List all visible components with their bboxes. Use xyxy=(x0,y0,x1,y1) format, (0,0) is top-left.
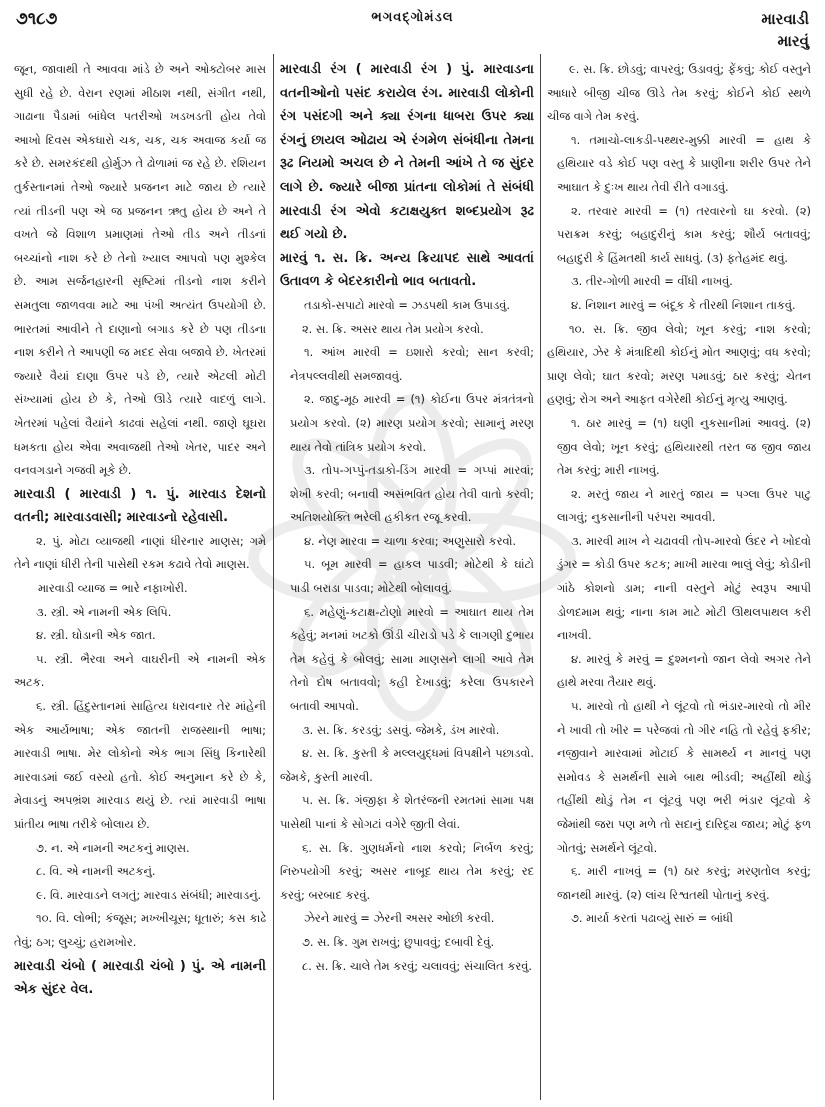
phrase-entry: ૪. નેણ મારવા = ચાળા કરવા; અણુસારો કરવો. xyxy=(304,533,517,548)
sense-entry: ૯. વિ. મારવાડને લગતું; મારવાડ સંબંધી; મારવાડનું. xyxy=(36,887,262,902)
headword-entry: મારવાડી ( મારવાડી ) ૧. પું. મારવાડ દેશનો વતની; મારવાડવાસી; મારવાડનો રહેવાસી. xyxy=(14,486,266,526)
phrase-entry: ૫. મારવો તો હાથી ને લૂંટવો તો ભંડાર-મારવો તો મીર ને ખાવી તો ખીર = પરેજવાં તો ગીર નહિ તો રહેવું ફકીર; નજીવાને મારવામાં મોટાઈ કે સામર્થ્ય ન માનવું પણ સમોવડ કે સમર્થની સામે બાથ ભીડવી; અહીંથી થોડું તહીંથી થોડું તેમ ન લૂંટવું પણ ભરી ભંડાર લૂંટવો કે જેમાંથી જરા પણ મળે તો સદાનું દારિદ્ર્ય જાય; મોટું ફળ ગોતવું; સમર્થને લૂંટવો. xyxy=(557,699,811,855)
sense-entry: ૫. સ. ક્રિ. ગંજીફા કે શેતરંજની રમતમાં સામા પક્ષ પાસેથી પાનાં કે સોગટાં વગેરે જીતી લેવાં. xyxy=(280,793,534,831)
phrase-entry: ઝેરને મારવું = ઝેરની અસર ઓછી કરવી. xyxy=(304,911,495,926)
sense-entry: ૪. સ. ક્રિ. કુસ્તી કે મલ્લયુદ્ધમાં વિપક્ષીને પછાડવો. જેમકે, કુસ્તી મારવી. xyxy=(280,746,534,784)
sense-entry: ૩. સ્ત્રી. એ નામની એક લિપિ. xyxy=(36,604,172,619)
sense-entry: ૭. ન. એ નામની અટકનું માણસ. xyxy=(36,840,190,855)
guide-word-last: મારવું xyxy=(777,32,809,50)
phrase-entry: ૭. માર્યા કરતાં પઢાવ્યું સારું = બાંધી xyxy=(571,911,733,926)
column-divider xyxy=(540,54,541,1100)
phrase-entry: ૫. બૂમ મારવી = હાકલ પાડવી; મોટેથી કે ઘાંટો પાડી બરાડા પાડવા; મોટેથી બોલાવવું. xyxy=(290,557,534,596)
phrase-entry: તડાકો-સપાટો મારવો = ઝડપથી કામ ઉપાડવું. xyxy=(304,297,510,312)
sense-entry: ૬. સ. ક્રિ. ગુણધર્મનો નાશ કરવો; નિર્બળ કરવું; નિરુપયોગી કરવું; અસર નાબૂદ થાય તેમ કરવું; રદ કરવું; બરબાદ કરવું. xyxy=(280,840,534,902)
guide-words xyxy=(761,8,809,52)
headword-entry: મારવાડી રંગ ( મારવાડી રંગ ) પું. મારવાડના વતનીઓનો પસંદ કરાયેલ રંગ. મારવાડી લોકોની રંગ પસંદગી અને ક્યા રંગના ધાબરા ઉપર ક્યા રંગનું છાયલ ઓઢાય એ રંગમેળ સંબંધીના તેમના રૂઢ નિયમો અચલ છે ને તેમની આંખે તે જ સુંદર લાગે છે. જ્યારે બીજા પ્રાંતના લોકોમાં તે સંબંધી મારવાડી રંગ એવો કટાક્ષયુક્ત શબ્દપ્રયોગ રૂઢ થઈ ગયો છે. xyxy=(280,62,534,243)
sense-entry: ૮. સ. ક્રિ. ચાલે તેમ કરવું; ચલાવવું; સંચાલિત કરવું. xyxy=(302,958,532,973)
sense-entry: ૩. સ. ક્રિ. કરડવું; ડસવું. જેમકે, ડંખ મારવો. xyxy=(302,722,500,737)
sense-entry: ૧૦. સ. ક્રિ. જીવ લેવો; ખૂન કરવું; નાશ કરવો; હથિયાર, ઝેર કે મંત્રાદિથી કોઈનું મોત આણવું; વધ કરવો; પ્રાણ લેવો; ઘાત કરવો; મરણ પમાડવું; ઠાર કરવું; ચેતન હણવું; રોગ અને આફત વગેરેથી કોઈનું મૃત્યુ આણવું. xyxy=(547,321,811,407)
page-number: ૭૧૮૭ xyxy=(16,9,58,29)
phrase-entry: ૩. તોપ-ગપ્પું-તડાકો-ડિંગ મારવી = ગપ્પાં મારવાં; શેખી કરવી; બનાવી અસંભવિત હોય તેવી વાતો કરવી; અતિશયોક્તિ ભરેલી હકીકત રજૂ કરવી. xyxy=(290,463,534,525)
phrase-entry: ૩. મારવી માખ ને ચઢાવવી તોપ-મારવો ઉંદર ને ખોદવો ડુંગર = કોડી ઉપર કટક; માખી મારવા ભાલું લેવું; કોડીની ગાંઠે કોશનો ડામ; નાની વસ્તુને મોટું સ્વરૂપ આપી ડોળદમામ થવું; નાના કામ માટે મોટી ઊથલપાથલ કરી નાખવી. xyxy=(557,533,811,643)
phrase-entry: ૧. આંખ મારવી = ઇશારો કરવો; સાન કરવી; નેત્રપલ્લવીથી સમજાવવું. xyxy=(290,345,534,383)
phrase-entry: ૩. તીર-ગોળી મારવી = વીંધી નાખવું. xyxy=(571,274,733,289)
page-title: ભગવદ્ગોમંડલ xyxy=(371,10,454,25)
sense-entry: ૨. પું. મોટા વ્યાજથી નાણાં ધીરનાર માણસ; ગમે તેને નાણાં ધીરી તેની પાસેથી રકમ કઢાવે તેવો માણસ. xyxy=(14,533,266,572)
headword-entry: મારવું ૧. સ. ક્રિ. અન્ય ક્રિયાપદ સાથે આવતાં ઉતાવળ કે બેદરકારીનો ભાવ બતાવતો. xyxy=(280,250,534,290)
sense-entry: ૭. સ. ક્રિ. ગુમ રાખવું; છુપાવવું; દબાવી દેવું. xyxy=(302,934,495,949)
phrase-entry: ૬. મહેણું-કટાક્ષ-ટોણો મારવો = આઘાત થાય તેમ કહેવું; મનમાં ખટકો ઊંડી ચીરાડો પડે કે લાગણી દુભાય તેમ કહેવું કે બોલવું; સામા માણસને લાગી આવે તેમ તેનો દોષ બતાવવો; કહી દેખાડવું; કરેલા ઉપકારને બતાવી આપવો. xyxy=(290,604,534,714)
phrase-entry: ૪. મારવું કે મરવું = દુશ્મનનો જાન લેવો અગર તેને હાથે મરવા તૈયાર થવું. xyxy=(557,651,811,690)
sense-entry: ૫. સ્ત્રી. ભૈરવા અને વાઘરીની એ નામની એક અટક. xyxy=(14,651,266,690)
phrase-entry: ૬. મારી નાખવું = (૧) ઠાર કરવું; મરણતોલ કરવું; જાનથી મારવું. (૨) લાંચ રિશ્વતથી પોતાનું કરવું. xyxy=(557,864,811,902)
entry-paragraph: જૂન, જાવાથી તે આવવા માંડે છે અને ઓક્ટોબર માસ સુધી રહે છે. વેરાન રણમાં મીઠાશ નથી, સંગીત નથી, ગાઢાના પૈડામાં બાંધેલ પતરીઓ ખડખડતી હોય તેવો આખો દિવસ એકધારો ચક, ચક, ચક અવાજ કર્યા જ કરે છે. સમરકંદથી હોર્મુઝ તે ઢોળામાં જ રહે છે. રશિયન તુર્કસ્તાનમાં તેઓ જ્યારે પ્રજનન માટે જાય છે ત્યારે ત્યાં તીડની પણ એ જ પ્રજનન ઋતુ હોય છે અને તે વખતે જે વિશાળ પ્રમાણમાં તેઓ તીડ અને તીડનાં બચ્ચાંનો નાશ કરે છે તેનો ખ્યાલ આપવો પણ મુશ્કેલ છે. આમ સર્જનહારની સૃષ્ટિમાં તીડનો નાશ કરીને સમતુલા જાળવવા માટે આ પંખી અત્યંત ઉપયોગી છે. ભારતમાં આવીને તે દાણાનો બગાડ કરે છે પણ તીડના નાશ કરીને તે આપણી જ મદદ સેવા બજાવે છે. ખેતરમાં જ્યારે વૈયાં દાણા ઉપર પડે છે, ત્યારે એટલી મોટી સંખ્યામાં હોય છે કે, તેઓ ઊડે ત્યારે વાદળું લાગે. ખેતરમાં પહેલાં વૈયાંને કાઢવાં સહેલાં નથી. જાણે ઘૂઘરા ધમકતા હોય એવા અવાજથી તેઓ ખેતર, પાદર અને વનવગડાને ગજવી મૂકે છે. xyxy=(14,62,266,478)
phrase-entry: ૨. તરવાર મારવી = (૧) તરવારનો ઘા કરવો. (૨) પરાક્રમ કરવું; બહાદુરીનું કામ કરવું; શૌર્ય બતાવવું; બહાદુરી કે હિંમતથી કાર્ય સાધવું. (૩) ફતેહમંદ થવું. xyxy=(557,203,811,265)
phrase-entry: ૧. તમાચો-લાકડી-પથ્થર-મુક્કી મારવી = હાથ કે હથિયાર વડે કોઈ પણ વસ્તુ કે પ્રાણીના શરીર ઉપર તેને આઘાત કે દુઃખ થાય તેવી રીતે વગાડવું. xyxy=(557,132,811,194)
phrase-entry: ૨. જાદુ-મૂઠ મારવી = (૧) કોઈના ઉપર મંત્રતંત્રનો પ્રયોગ કરવો. (૨) મારણ પ્રયોગ કરવો; સામાનું મરણ થાય તેવો તાંત્રિક પ્રયોગ કરવો. xyxy=(290,392,534,454)
column-3 xyxy=(547,58,811,1098)
phrase-entry: મારવાડી વ્યાજ = ભારે નફાખોરી. xyxy=(38,581,188,596)
phrase-entry: ૧. ઠાર મારવું = (૧) ઘણી નુકસાનીમાં આવવું. (૨) જીવ લેવો; ખૂન કરવું; હથિયારથી તરત જ જીવ જાય તેમ કરવું; મારી નાખવું. xyxy=(557,415,811,478)
column-2 xyxy=(280,58,534,1098)
column-divider xyxy=(273,54,274,1100)
headword-entry: મારવાડી ચંબો ( મારવાડી ચંબો ) પું. એ નામની એક સુંદર વેલ. xyxy=(14,958,266,998)
sense-entry: ૪. સ્ત્રી. ઘોડાની એક જાત. xyxy=(36,628,156,643)
phrase-entry: ૨. મરતું જાય ને મારતું જાય = પગ્લા ઉપર પાટુ લાગવું; નુકસાનીની પરંપરા આવવી. xyxy=(557,486,811,525)
guide-word-first: મારવાડી xyxy=(761,10,809,28)
column-1 xyxy=(14,58,266,1098)
sense-entry: ૨. સ. ક્રિ. અસર થાય તેમ પ્રયોગ કરવો. xyxy=(302,321,484,336)
sense-entry: ૮. વિ. એ નામની અટકનું. xyxy=(36,864,156,879)
sense-entry: ૯. સ. ક્રિ. છોડવું; વાપરવું; ઉડાવવું; ફેંકવું; કોઈ વસ્તુને આધારે બીજી ચીજ ઊડે તેમ કરવું; કોઈને કોઈ સ્થળે ચીજ વાગે તેમ કરવું. xyxy=(547,62,811,124)
sense-entry: ૬. સ્ત્રી. હિંદુસ્તાનમાં સાહિત્ય ધરાવનાર તેર માંહેની એક આર્યભાષા; એક જાતની રાજસ્થાની ભાષા; મારવાડી ભાષા. મેર લોકોનો એક ભાગ સિંધુ કિનારેથી મારવાડમાં જઈ વસ્યો હતો. કોઈ અનુમાન કરે છે કે, મેવાડનું અપભ્રંશ મારવાડ થયું છે. ત્યાં મારવાડી ભાષા પ્રાંતીય ભાષા તરીકે બોલાય છે. xyxy=(14,699,266,831)
sense-entry: ૧૦. વિ. લોભી; કંજૂસ; મખ્ખીચૂસ; ધૂતારું; કસ કાઢે તેવું; ઠગ; લુચ્ચું; હરામખોર. xyxy=(14,911,266,949)
phrase-entry: ૪. નિશાન મારવું = બંદૂક કે તીરથી નિશાન તાકવું. xyxy=(571,297,796,312)
